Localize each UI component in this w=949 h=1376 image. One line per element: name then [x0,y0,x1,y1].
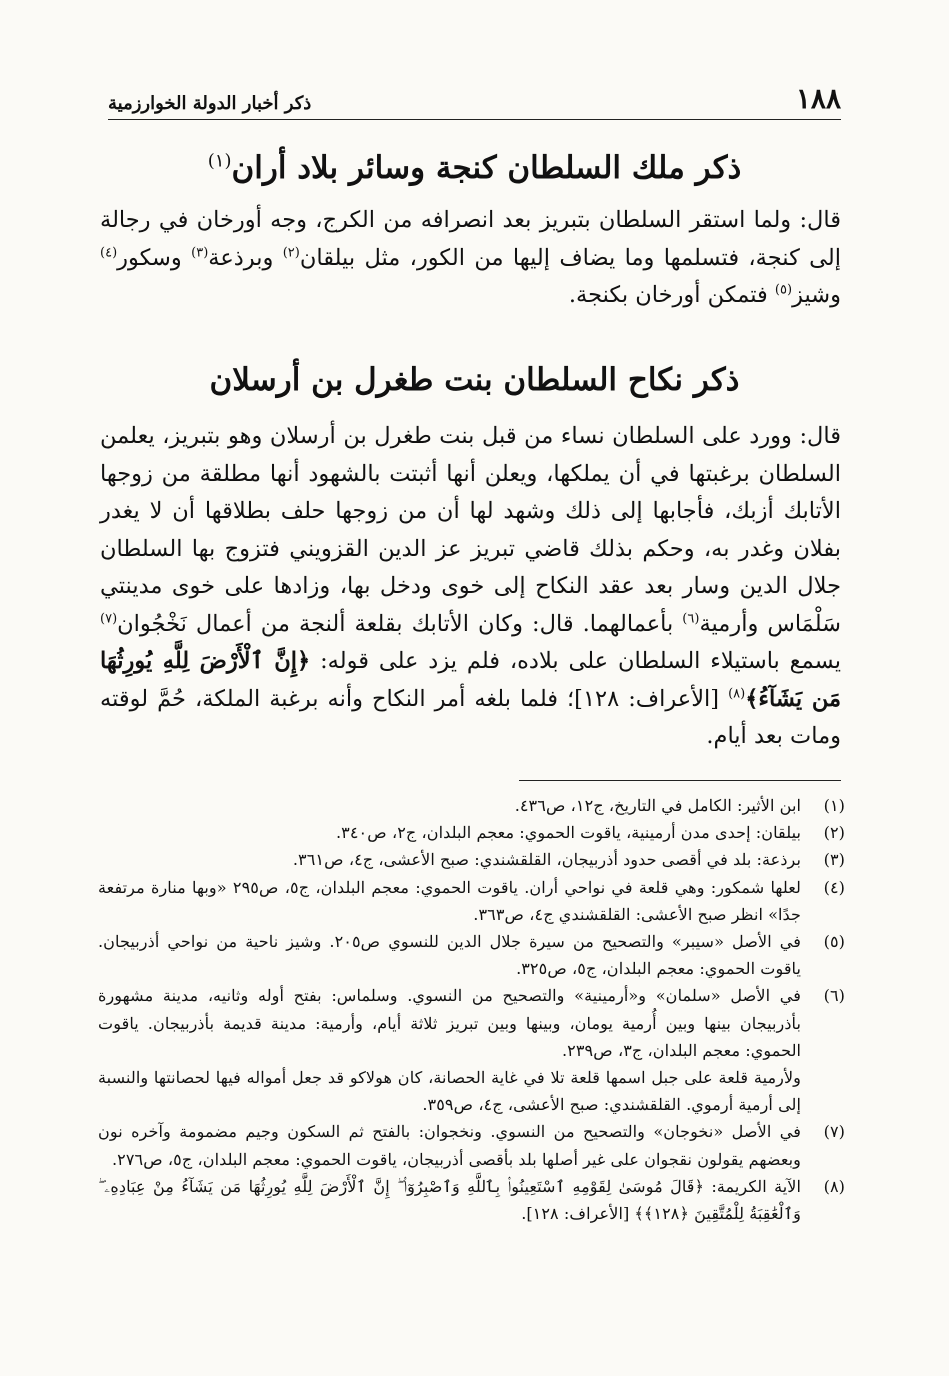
footnote-text: في الأصل «سيبر» والتصحيح من سيرة جلال الدين للنسوي ص٢٠٥. وشيز ناحية من نواحي أذربيجان. ياقوت الحموي: معجم البلدان، ج٥، ص٣٢٥. [98,932,801,979]
footnote-ref-8[interactable]: (٨) [728,686,746,701]
paragraph-marriage-part4: [الأعراف: ١٢٨]؛ فلما بلغه أمر النكاح وأنه برغبة الملكة، حُمَّ لوقته ومات بعد أيام. [100,685,841,749]
paragraph-kanja-part4: وشيز [792,282,841,308]
footnote-2 [98,819,845,846]
footnote-text: الآية الكريمة: ﴿قَالَ مُوسَىٰ لِقَوْمِهِ ٱسْتَعِينُوا۟ بِٱللَّهِ وَٱصْبِرُوٓا۟ ۖ إِنَّ ٱلْأَرْضَ لِلَّهِ يُورِثُهَا مَن يَشَآءُ مِنْ عِبَادِهِۦ ۖ وَٱلْعَٰقِبَةُ لِلْمُتَّقِينَ ﴿١٢٨﴾﴾ [الأعراف: ١٢٨]. [98,1176,801,1224]
footnotes [98,792,845,1227]
footnote-7 [98,1118,845,1172]
footnote-text: برذعة: بلد في أقصى حدود أذربيجان، القلقشندي: صبح الأعشى، ج٤، ص٣٦١. [292,850,801,870]
footnote-text: لعلها شمكور: وهي قلعة في نواحي أران. ياقوت الحموي: معجم البلدان، ج٥، ص٢٩٥ «وبها منارة مرتفعة جدًا» انظر صبح الأعشى: القلقشندي ج٤، ص٣٦٣. [98,877,801,924]
footnote-number: (٨) [823,1176,845,1196]
footnote-number: (٦) [823,986,845,1006]
paragraph-kanja-part2: وبرذعة [208,244,283,271]
footnote-number: (٣) [823,850,845,870]
footnote-number: (٤) [823,877,845,897]
page-number: ١٨٨ [795,82,841,115]
footnote-ref-4[interactable]: (٤) [100,245,118,260]
footnote-3 [98,846,845,873]
footnote-number: (١) [823,796,845,815]
paragraph-marriage-part3: يسمع باستيلاء السلطان على بلاده، فلم يزد على قوله: [310,648,841,674]
running-header [108,80,841,120]
footnote-number: (٢) [823,823,845,843]
paragraph-marriage [100,418,841,756]
footnote-6 [98,982,845,1064]
footnote-8 [98,1173,845,1227]
footnote-ref-5[interactable]: (٥) [774,282,793,298]
paragraph-kanja [100,202,841,315]
footnote-4 [98,874,845,928]
footnote-ref-6[interactable]: (٦) [682,611,700,626]
footnote-1 [98,792,845,819]
footnote-6-continuation: ولأرمية قلعة على جبل اسمها قلعة تلا في غاية الحصانة، كان هولاكو قد جعل أمواله فيها لحصانتها والنسبة إلى أرمية أرموي. القلقشندي: صبح الأعشى، ج٤، ص٣٥٩. [98,1068,801,1115]
footnote-ref-1[interactable]: (١) [207,150,232,172]
footnote-text: ابن الأثير: الكامل في التاريخ، ج١٢، ص٤٣٦. [514,796,801,815]
paragraph-kanja-part3: وسكور [117,244,192,271]
footnote-text: بيلقان: إحدى مدن أرمينية، ياقوت الحموي: معجم البلدان، ج٢، ص٣٤٠. [336,823,801,843]
footnote-ref-3[interactable]: (٣) [191,245,209,260]
section-heading-marriage-text: ذكر نكاح السلطان بنت طغرل بن أرسلان [209,362,740,398]
running-title: ذكر أخبار الدولة الخوارزمية [108,93,312,114]
paragraph-kanja-part5: فتمكن أورخان بكنجة. [568,282,775,308]
paragraph-marriage-part2: بأعمالهما. قال: وكان الأتابك بقلعة ألنجة من أعمال نَخْجُوان [117,610,683,637]
footnote-ref-7[interactable]: (٧) [100,611,118,626]
section-heading-kanja [108,150,841,187]
section-heading-marriage [108,362,841,399]
paragraph-marriage-part1: قال: وورد على السلطان نساء من قبل بنت طغرل بن أرسلان وهو بتبريز، يعلمن السلطان برغبتها في أن يملكها، ويعلن أنها أثبتت بالشهود أنها مطلقة من زوجها الأتابك أزبك، فأجابها إلى ذلك وشهد لها أن من زوجها حلف بطلاقها أن لا يغدر بفلان وغدر به، وحكم بذلك قاضي تبريز عز الدين القزويني فتزوج بها السلطان جلال الدين وسار بعد عقد النكاح إلى خوى ودخل بها، وزادها على خوى مدينتي سَلْمَاس وأرمية [100,423,841,637]
footnote-divider [519,780,841,781]
footnote-text: في الأصل «سلمان» و«أرمينية» والتصحيح من النسوي. وسلماس: بفتح أوله وثانيه، مدينة مشهورة بأذربيجان بينها وبين أُرمية يومان، وبينها وبين تبريز ثلاثة أيام، وأرمية: مدينة قديمة بأذربيجان. ياقوت الحموي: معجم البلدان، ج٣، ص٢٣٩. [98,986,801,1060]
footnote-number: (٧) [823,1122,845,1142]
footnote-5 [98,928,845,982]
section-heading-kanja-text: ذكر ملك السلطان كنجة وسائر بلاد أران [231,150,742,186]
quran-verse: ﴿إِنَّ ٱلْأَرْضَ لِلَّهِ يُورِثُهَا مَن يَشَآءُ﴾ [100,648,842,712]
footnote-number: (٥) [823,932,845,952]
footnote-text: في الأصل «نخوجان» والتصحيح من النسوي. ونخجوان: بالفتح ثم السكون وجيم مضمومة وآخره نون وبعضهم يقولون نقجوان على غير أصلها بلد بأقصى أذربيجان، ياقوت الحموي: معجم البلدان، ج٥، ص٢٧٦. [98,1122,801,1169]
paragraph-kanja-part1: قال: ولما استقر السلطان بتبريز بعد انصرافه من الكرج، وجه أورخان في رجالة إلى كنجة، فتسلمها وما يضاف إليها من الكور، مثل بيلقان [100,207,841,271]
footnote-ref-2[interactable]: (٢) [282,245,300,260]
